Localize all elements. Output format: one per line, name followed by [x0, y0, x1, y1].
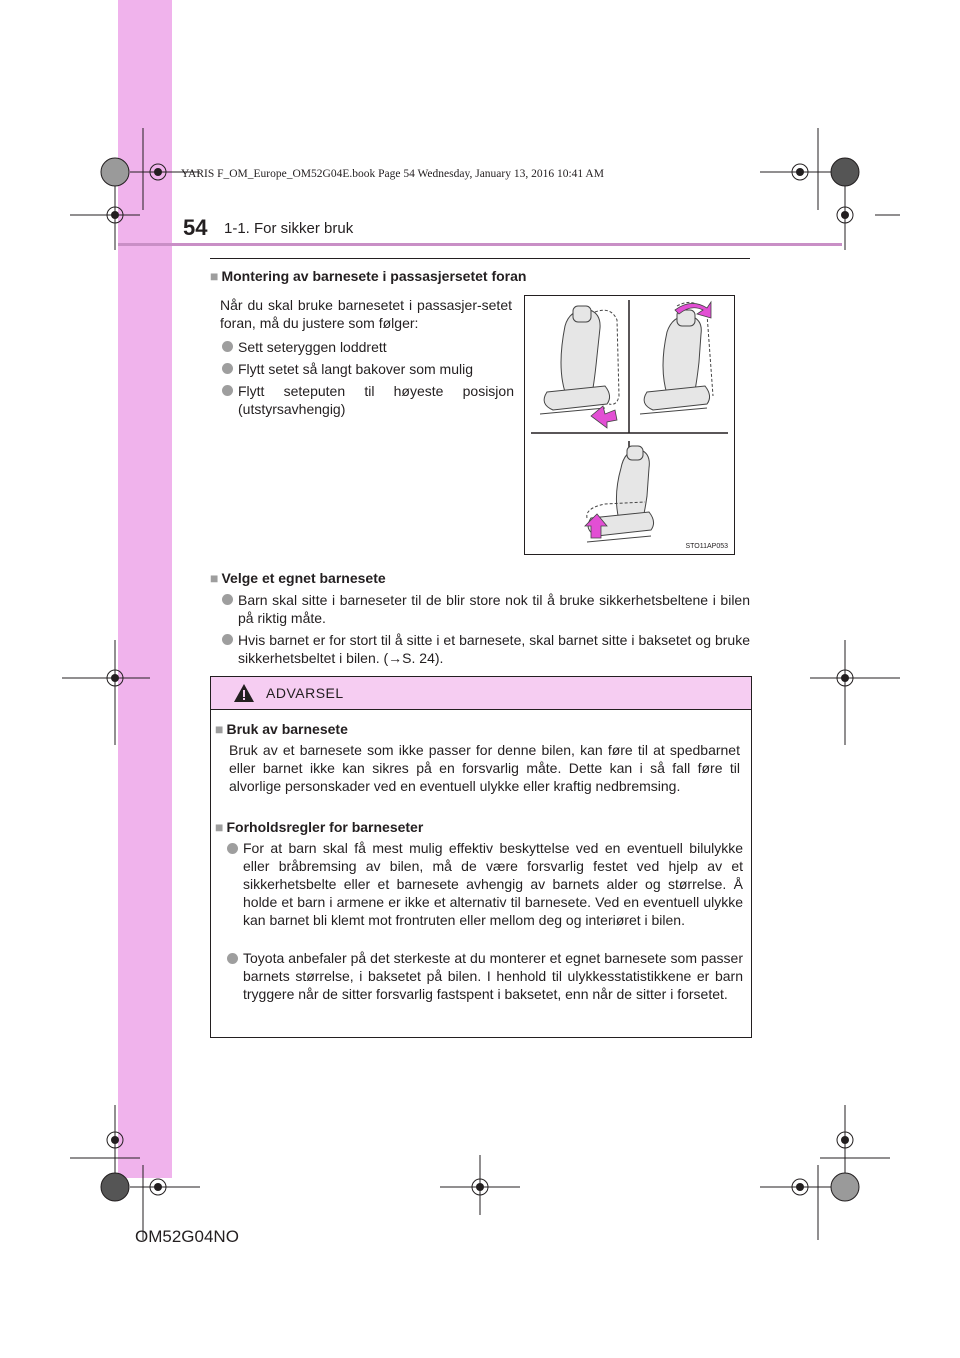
book-info: YARIS F_OM_Europe_OM52G04E.book Page 54 Wednesday, January 13, 2016 10:41 AM: [181, 168, 604, 180]
warning-sub1-text: Bruk av et barnesete som ikke passer for denne bilen, kan føre til at spedbarnet eller barnet ikke kan sikres på en forsvarlig måte. Dette kan i så fall føre til alvorlige personskader ved en eventuell ulykke eller kraftig nedbremsing.: [229, 742, 740, 794]
warning-header: [211, 677, 751, 710]
section-title-choose: ■ Velge et egnet barnesete: [210, 570, 386, 586]
warning-sub2-title: ■ Forholdsregler for barneseter: [215, 819, 424, 835]
warning-title: ADVARSEL: [266, 685, 344, 701]
warning-box: [210, 676, 752, 1038]
page-number: 54: [183, 215, 208, 240]
seat-adjustment-figure: [524, 295, 735, 555]
header-line: [118, 243, 842, 246]
square-bullet-icon: ■: [210, 268, 219, 284]
adjust-step-1: Sett seteryggen loddrett: [238, 339, 387, 355]
breadcrumb: 1-1. For sikker bruk: [224, 220, 354, 237]
seat-backrest-upright: [540, 306, 610, 414]
bullet-icon: [227, 953, 238, 964]
warning-triangle-icon: [233, 683, 255, 703]
choose-bullet-1: Barn skal sitte i barneseter til de blir store nok til å bruke sikkerhetsbeltene i bilen på riktig måte.: [238, 592, 750, 626]
intro-text: Når du skal bruke barnesetet i passasjer-setet foran, må du justere som følger:: [220, 297, 512, 331]
seat-illustration: [525, 296, 734, 554]
square-bullet-icon: ■: [210, 570, 219, 586]
figure-label: STO11AP053: [685, 543, 728, 550]
bullet-icon: [222, 634, 233, 645]
page-sidebar: [118, 0, 172, 1178]
bullet-icon: [227, 843, 238, 854]
bullet-icon: [222, 341, 233, 352]
choose-bullet-2: Hvis barnet er for stort til å sitte i et barnesete, skal barnet sitte i baksetet og bruke sikkerhetsbeltet i bilen. (→S. 24).: [238, 632, 750, 666]
adjust-step-3: Flytt seteputen til høyeste posisjon (utstyrsavhengig): [238, 383, 514, 417]
square-bullet-icon: ■: [215, 721, 224, 737]
warning-sub2-bullet-2: Toyota anbefaler på det sterkeste at du monterer et egnet barnesete som passer barnets størrelse, i baksetet på bilen. I henhold til ulykkesstatistikkene er barn tryggere når de sitter forsvarlig fastspent i baksetet, enn når de sitter i forsetet.: [243, 950, 743, 1002]
section-divider: [210, 258, 750, 259]
warning-sub1-title: ■ Bruk av barnesete: [215, 721, 348, 737]
square-bullet-icon: ■: [215, 819, 224, 835]
bullet-icon: [222, 363, 233, 374]
warning-sub2-bullet-1: For at barn skal få mest mulig effektiv beskyttelse ved en eventuell bilulykke eller bråbremsing av bilen, må de være forsvarlig festet ved hjelp av et sikkerhetsbelte eller et barnesete avhengig av barnets alder og størrelse. Å holde et barn i armene er ikke et alternativ til barnesete. Ved en eventuell ulykke kan barnet bli klemt mot frontruten eller mellom deg og interiøret i bilen.: [243, 840, 743, 928]
document-id: OM52G04NO: [135, 1227, 239, 1246]
adjust-step-2: Flytt setet så langt bakover som mulig: [238, 361, 473, 377]
bullet-icon: [222, 594, 233, 605]
seat-backrest-tilt: [640, 310, 710, 414]
section-title-mounting: ■ Montering av barnesete i passasjersetet foran: [210, 268, 527, 284]
bullet-icon: [222, 385, 233, 396]
